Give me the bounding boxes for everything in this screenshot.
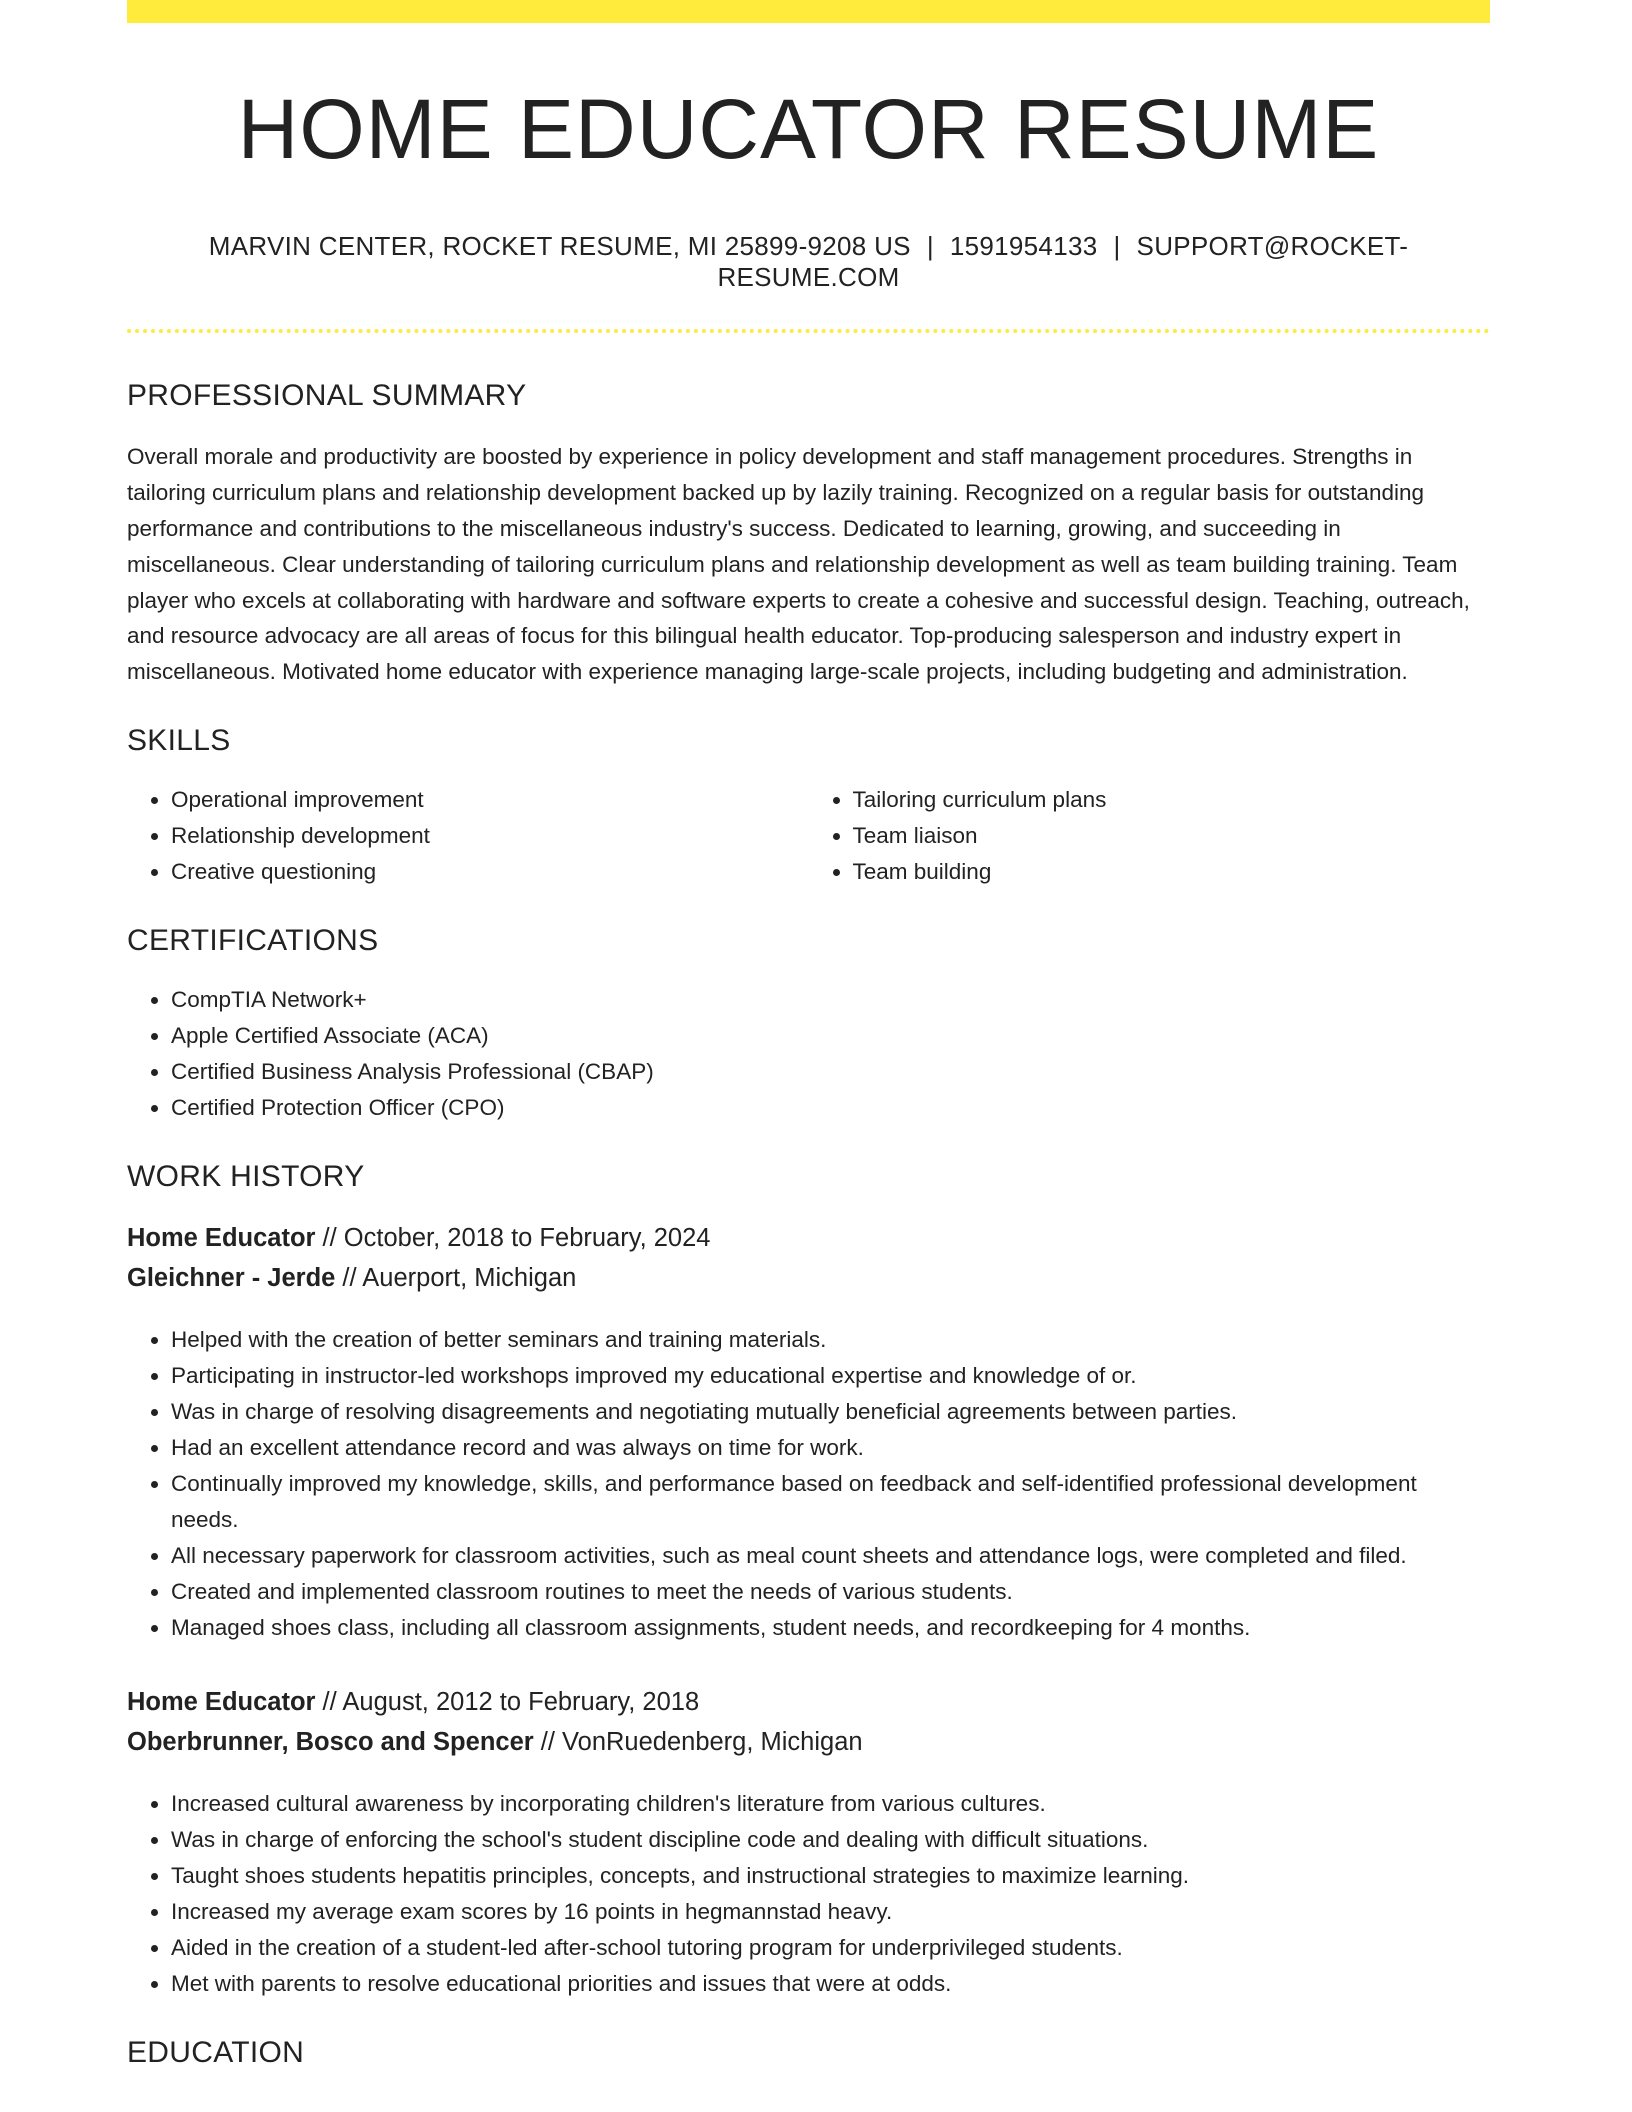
job-duties-list <box>127 1786 1490 2002</box>
job-title-line <box>127 1218 1490 1258</box>
skill-item: • Team building <box>853 854 1491 890</box>
work-history-heading: WORK HISTORY <box>127 1159 365 1193</box>
certification-item: • Apple Certified Associate (ACA) <box>171 1018 1490 1054</box>
job-title: Home Educator <box>127 1687 316 1716</box>
skill-item: • Relationship development <box>171 818 809 854</box>
job-duty: • Participating in instructor-led workshops improved my educational expertise and knowledge of or. <box>171 1358 1490 1394</box>
dotted-divider <box>127 329 1490 333</box>
summary-text: Overall morale and productivity are boosted by experience in policy development and staff management procedures. Strengths in tailoring curriculum plans and relationship development backed up by lazily training. Recognized on a regular basis for outstanding performance and contributions to the miscellaneous industry's success. Dedicated to learning, growing, and succeeding in miscellaneous. Clear understanding of tailoring curriculum plans and relationship development as well as team building training. Team player who excels at collaborating with hardware and software experts to create a cohesive and successful design. Teaching, outreach, and resource advocacy are all areas of focus for this bilingual health educator. Top-producing salesperson and industry expert in miscellaneous. Motivated home educator with experience managing large-scale projects, including budgeting and administration. <box>127 444 1470 685</box>
contact-separator: | <box>926 231 934 262</box>
skill-item: • Creative questioning <box>171 854 809 890</box>
job-separator: // <box>315 1687 343 1716</box>
job-location: Auerport, Michigan <box>362 1263 577 1292</box>
job-duty: • All necessary paperwork for classroom activities, such as meal count sheets and attendance logs, were completed and filed. <box>171 1538 1490 1574</box>
skills-heading: SKILLS <box>127 723 231 757</box>
job-duty: • Created and implemented classroom routines to meet the needs of various students. <box>171 1574 1490 1610</box>
certifications-heading: CERTIFICATIONS <box>127 923 379 957</box>
job-duty: • Taught shoes students hepatitis principles, concepts, and instructional strategies to maximize learning. <box>171 1858 1490 1894</box>
job-duties-list <box>127 1322 1490 1646</box>
job-title: Home Educator <box>127 1223 316 1252</box>
job-duty: • Increased cultural awareness by incorporating children's literature from various cultures. <box>171 1786 1490 1822</box>
contact-separator: | <box>1113 231 1121 262</box>
summary-heading: PROFESSIONAL SUMMARY <box>127 379 527 413</box>
certification-item: • Certified Business Analysis Professional (CBAP) <box>171 1054 1490 1090</box>
job-separator: // <box>533 1727 563 1756</box>
skills-column-right <box>809 782 1491 890</box>
job-separator: // <box>315 1223 344 1252</box>
skills-column-left <box>127 782 809 890</box>
job-duty: • Continually improved my knowledge, skills, and performance based on feedback and self-identified professional development needs. <box>171 1466 1490 1538</box>
job-location: VonRuedenberg, Michigan <box>562 1727 863 1756</box>
education-heading: EDUCATION <box>127 2035 305 2069</box>
job-dates: October, 2018 to February, 2024 <box>343 1223 711 1252</box>
job-duty: • Managed shoes class, including all classroom assignments, student needs, and recordkeeping for 4 months. <box>171 1610 1490 1646</box>
certifications-list <box>127 982 1490 1126</box>
job-duty: • Met with parents to resolve educational priorities and issues that were at odds. <box>171 1966 1490 2002</box>
skill-item: • Team liaison <box>853 818 1491 854</box>
skills-list <box>127 782 1490 890</box>
job-company: Oberbrunner, Bosco and Spencer <box>127 1727 534 1756</box>
resume-page <box>127 0 1490 2070</box>
job-company-line <box>127 1722 1490 1762</box>
job-company: Gleichner - Jerde <box>127 1263 336 1292</box>
skill-item: • Operational improvement <box>171 782 809 818</box>
job-duty: • Helped with the creation of better seminars and training materials. <box>171 1322 1490 1358</box>
job-duty: • Was in charge of enforcing the school's student discipline code and dealing with difficult situations. <box>171 1822 1490 1858</box>
resume-title: HOME EDUCATOR RESUME <box>237 82 1380 176</box>
certification-item: • Certified Protection Officer (CPO) <box>171 1090 1490 1126</box>
skill-item: • Tailoring curriculum plans <box>853 782 1491 818</box>
contact-phone: 1591954133 <box>949 231 1098 262</box>
job-duty: • Was in charge of resolving disagreements and negotiating mutually beneficial agreements between parties. <box>171 1394 1490 1430</box>
job-separator: // <box>335 1263 363 1292</box>
job-duty: • Aided in the creation of a student-led after-school tutoring program for underprivileged students. <box>171 1930 1490 1966</box>
accent-bar <box>127 0 1490 23</box>
certification-item: • CompTIA Network+ <box>171 982 1490 1018</box>
contact-address: MARVIN CENTER, ROCKET RESUME, MI 25899-9208 US <box>208 231 911 262</box>
contact-line <box>127 231 1490 293</box>
job-duty: • Increased my average exam scores by 16 points in hegmannstad heavy. <box>171 1894 1490 1930</box>
job-duty: • Had an excellent attendance record and was always on time for work. <box>171 1430 1490 1466</box>
contact-email: SUPPORT@ROCKET-RESUME.COM <box>717 231 1409 293</box>
job-title-line <box>127 1682 1490 1722</box>
job-company-line <box>127 1258 1490 1298</box>
job-dates: August, 2012 to February, 2018 <box>342 1687 700 1716</box>
